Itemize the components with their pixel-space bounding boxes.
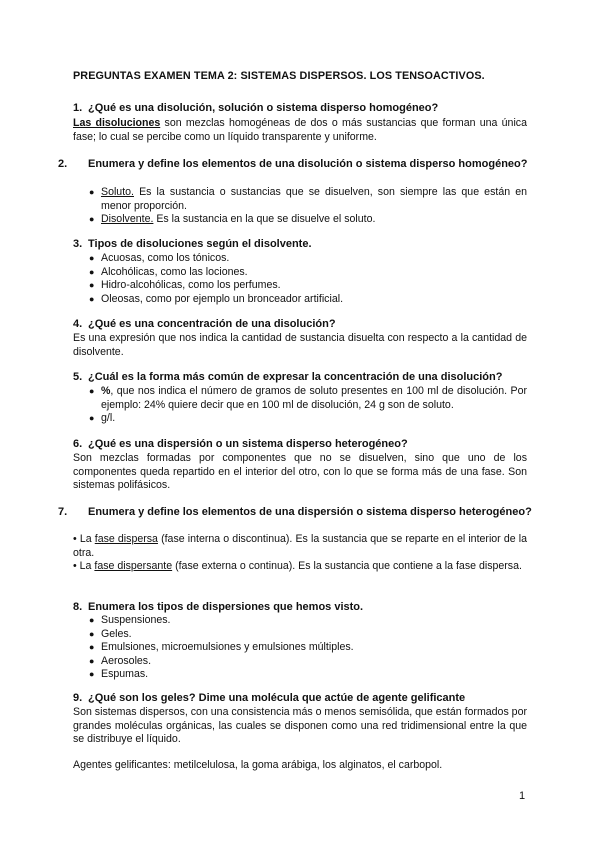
list-item: ● Espumas. (89, 668, 149, 681)
bullet-icon: ● (89, 280, 95, 291)
element-line-1: • La fase dispersa (fase interna o discontinua). Es la sustancia que se reparte en el interior de la otra. (73, 533, 527, 559)
question-9 (73, 691, 527, 705)
bullet-icon: ● (89, 266, 95, 277)
bullet-icon: ● (89, 293, 95, 304)
question-7 (58, 505, 542, 519)
question-3 (73, 237, 527, 251)
question-number: 8. (73, 601, 83, 613)
question-text: Tipos de disoluciones según el disolvente. (88, 238, 312, 250)
dispersions-list (73, 614, 527, 682)
list-item: ● Oleosas, como por ejemplo un bronceador artificial. (89, 292, 344, 305)
term-fase-dispersa: fase dispersa (94, 533, 158, 545)
answer-9-agents: Agentes gelificantes: metilcelulosa, la goma arábiga, los alginatos, el carbopol. (73, 759, 443, 771)
bullet-icon: ● (89, 615, 95, 625)
question-2 (58, 157, 542, 171)
list-item: ● Soluto. Es la sustancia o sustancias que se disuelven, son siempre las que están en menor proporción. (89, 186, 527, 212)
list-item: ● Geles. (89, 627, 132, 640)
list-item: ● Hidro-alcohólicas, como los perfumes. (89, 279, 281, 292)
element-line-2: • La fase dispersante (fase externa o continua). Es la sustancia que contiene a la fase dispersa. (73, 560, 522, 572)
question-text: ¿Qué son los geles? Dime una molécula que actúe de agente gelificante (88, 692, 466, 704)
bullet-icon: ● (89, 642, 95, 653)
question-number: 6. (73, 438, 83, 450)
term-fase-dispersante: fase dispersante (94, 560, 173, 572)
question-text: Enumera y define los elementos de una dispersión o sistema disperso heterogéneo? (88, 506, 532, 518)
term-soluto: Soluto. (101, 186, 134, 198)
bullet-icon: ● (89, 413, 95, 424)
term-disolvente: Disolvente. (101, 213, 154, 226)
answer-1 (73, 117, 527, 144)
types-list (73, 252, 527, 306)
question-text: Enumera los tipos de dispersiones que hemos visto. (88, 601, 364, 613)
question-text: ¿Qué es una disolución, solución o sistema disperso homogéneo? (88, 102, 439, 114)
bullet-icon: ● (89, 669, 95, 680)
list-item: ● Emulsiones, microemulsiones y emulsiones múltiples. (89, 641, 354, 654)
question-text: ¿Qué es una concentración de una disolución? (88, 318, 336, 330)
list-item: ● Suspensiones. (89, 614, 171, 626)
answer-9: Son sistemas dispersos, con una consistencia más o menos semisólida, que están formados por grandes moléculas orgánicas, las cuales se disponen como una red tridimensional entre la que se distribuye el líquido. (73, 706, 527, 746)
list-item: ● g/l. (89, 412, 116, 425)
question-5 (73, 370, 527, 384)
question-number: 4. (73, 318, 83, 330)
question-number: 2. (58, 158, 68, 170)
term-disoluciones: Las disoluciones (73, 117, 161, 129)
question-4 (73, 317, 527, 331)
question-number: 3. (73, 238, 83, 250)
question-1 (73, 101, 527, 115)
list-item: ● Acuosas, como los tónicos. (89, 252, 230, 264)
question-number: 9. (73, 692, 83, 704)
bullet-icon: ● (89, 386, 95, 396)
document-title: PREGUNTAS EXAMEN TEMA 2: SISTEMAS DISPERSOS. LOS TENSOACTIVOS. (73, 70, 485, 82)
bullet-icon: ● (89, 187, 95, 197)
question-text: Enumera y define los elementos de una disolución o sistema disperso homogéneo? (88, 158, 528, 170)
bullet-icon: ● (89, 214, 95, 225)
list-item: ● Aerosoles. (89, 654, 152, 667)
question-number: 7. (58, 506, 68, 518)
answer-4: Es una expresión que nos indica la cantidad de sustancia disuelta con respecto a la cantidad de disolvente. (73, 332, 527, 358)
question-number: 1. (73, 102, 83, 114)
answer-text: son mezclas homogéneas de dos o más sustancias que forman una única fase; lo cual se percibe como un líquido transparente y uniforme. (73, 117, 527, 143)
concentration-list (73, 385, 527, 426)
question-number: 5. (73, 371, 83, 383)
bullet-icon: ● (89, 253, 95, 263)
bullet-icon: ● (89, 628, 95, 639)
question-8 (73, 600, 527, 614)
question-text: ¿Qué es una dispersión o un sistema disperso heterogéneo? (88, 438, 408, 450)
elements-list (73, 186, 527, 227)
list-item: ● Disolvente. Es la sustancia en la que se disuelve el soluto. (89, 213, 376, 226)
question-text: ¿Cuál es la forma más común de expresar la concentración de una disolución? (88, 371, 503, 383)
answer-6: Son mezclas formadas por componentes que no se disuelven, sino que uno de los componentes queda repartido en el interior del otro, con lo que se forma más de una fase. Son sistemas polifásicos. (73, 452, 527, 492)
list-item: ● %, que nos indica el número de gramos de soluto presentes en 100 ml de disolución. Por ejemplo: 24% quiere decir que en 100 ml de disolución, 24 g son de soluto. (89, 385, 527, 411)
page-number: 1 (519, 790, 526, 802)
list-item: ● Alcohólicas, como las lociones. (89, 265, 248, 278)
bullet-icon: ● (89, 655, 95, 666)
question-6 (73, 437, 527, 451)
